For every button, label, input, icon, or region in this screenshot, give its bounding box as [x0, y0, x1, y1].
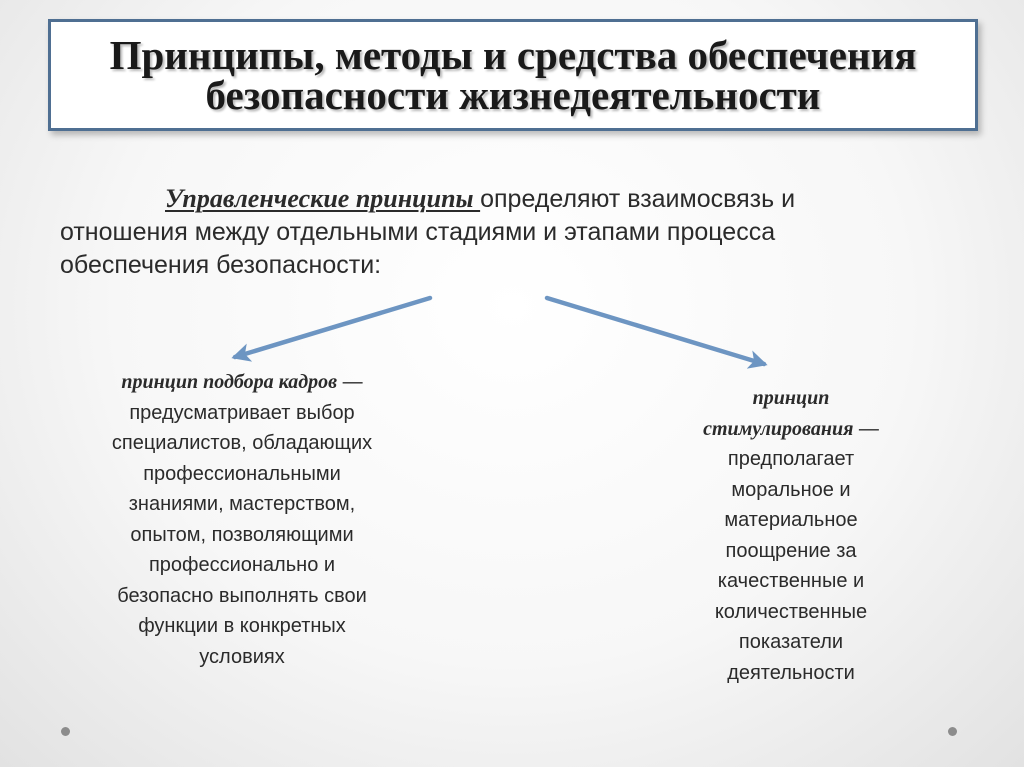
right-line: поощрение за: [725, 539, 857, 562]
left-line: профессиональными: [143, 462, 341, 485]
left-line: опытом, позволяющими: [130, 523, 354, 546]
title-box: [48, 19, 978, 131]
right-principle-term-line-1: [650, 383, 932, 414]
right-principle-heading: [650, 414, 932, 445]
left-line: предусматривает выбор: [129, 401, 355, 424]
title-line-2: безопасности жизнедеятельности: [205, 72, 821, 118]
left-line: знаниями, мастерством,: [128, 493, 356, 515]
arrow-down-left-icon: [235, 298, 430, 357]
right-principle: [650, 383, 932, 688]
right-line: качественные и: [717, 570, 865, 592]
intro-paragraph: [60, 182, 910, 282]
decor-dot-right: [948, 727, 957, 736]
right-line: показатели: [738, 631, 844, 653]
intro-term: Управленческие принципы: [165, 184, 481, 213]
right-line: предполагает: [727, 448, 855, 470]
intro-text: определяют взаимосвязь и отношения между отдельными стадиями и этапами процесса обеспечения безопасности:: [60, 185, 796, 279]
right-line: моральное и: [731, 478, 851, 501]
title-line-1: Принципы, методы и средства обеспечения: [109, 32, 917, 78]
right-principle-dash: —: [853, 417, 879, 440]
right-principle-term-2: стимулирования: [703, 417, 854, 440]
right-line: материальное: [724, 509, 858, 531]
right-line: количественные: [714, 600, 868, 623]
left-line: безопасно выполнять свои: [117, 584, 367, 607]
left-principle-dash: —: [337, 371, 363, 393]
left-line: условиях: [199, 645, 285, 668]
arrow-down-right-icon: [547, 298, 764, 364]
left-principle-term: принцип подбора кадров: [121, 371, 338, 393]
left-line: профессионально и: [148, 554, 336, 576]
left-principle-heading: [72, 367, 412, 398]
decor-dot-left: [61, 727, 70, 736]
left-line: специалистов, обладающих: [111, 432, 373, 454]
left-line: функции в конкретных: [138, 615, 346, 637]
right-line: деятельности: [727, 661, 855, 684]
right-principle-term: принцип: [752, 387, 830, 409]
left-principle: [72, 367, 412, 672]
